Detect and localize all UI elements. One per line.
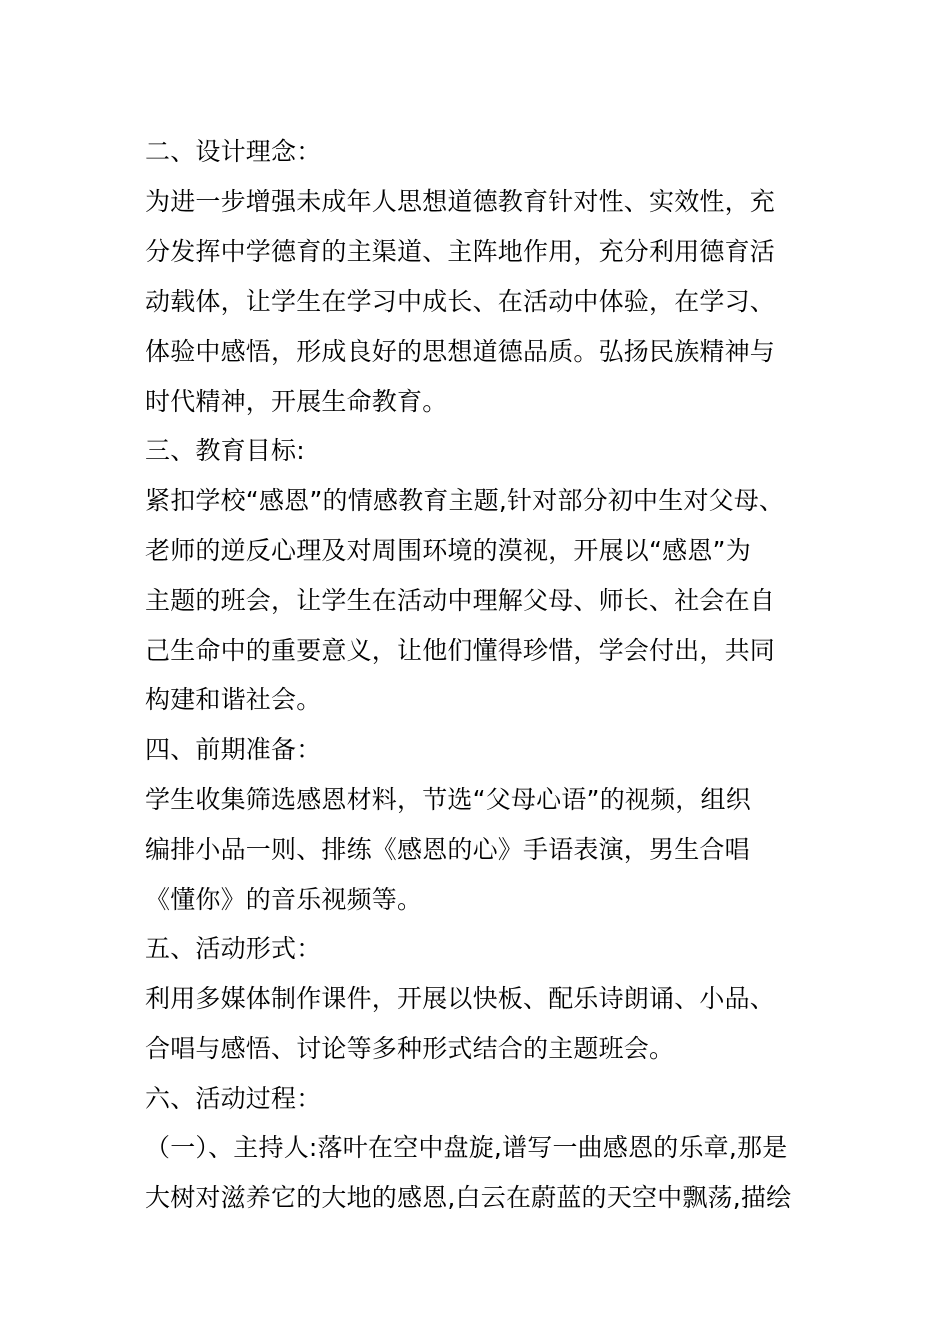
paragraph-line: 《懂你》的音乐视频等。 [145,885,423,914]
paragraph-line: （一）、主持人:落叶在空中盘旋,谱写一曲感恩的乐章,那是 [145,1133,788,1162]
paragraph-line: 构建和谐社会。 [145,685,322,714]
paragraph-line: 时代精神，开展生命教育。 [145,387,448,416]
heading-activity-process: 六、活动过程： [145,1084,322,1113]
paragraph-line: 分发挥中学德育的主渠道、主阵地作用，充分利用德育活 [145,237,776,266]
paragraph-line: 主题的班会，让学生在活动中理解父母、师长、社会在自 [145,586,776,615]
heading-education-goals: 三、教育目标: [145,436,305,465]
heading-preparation: 四、前期准备： [145,735,322,764]
paragraph-line: 学生收集筛选感恩材料，节选“父母心语”的视频，组织 [145,785,751,814]
heading-activity-form: 五、活动形式： [145,934,322,963]
paragraph-line: 为进一步增强未成年人思想道德教育针对性、实效性，充 [145,187,776,216]
paragraph-line: 紧扣学校“感恩”的情感教育主题,针对部分初中生对父母、 [145,486,785,515]
paragraph-line: 己生命中的重要意义，让他们懂得珍惜，学会付出，共同 [145,636,776,665]
paragraph-line: 老师的逆反心理及对周围环境的漠视，开展以“感恩”为 [145,536,751,565]
paragraph-line: 动载体，让学生在学习中成长、在活动中体验，在学习、 [145,287,776,316]
paragraph-line: 编排小品一则、排练《感恩的心》手语表演，男生合唱 [145,835,750,864]
paragraph-line: 体验中感悟，形成良好的思想道德品质。弘扬民族精神与 [145,337,776,366]
heading-design-concept: 二、设计理念： [145,137,322,166]
paragraph-line: 大树对滋养它的大地的感恩,白云在蔚蓝的天空中飘荡,描绘 [145,1183,792,1212]
paragraph-line: 利用多媒体制作课件，开展以快板、配乐诗朗诵、小品、 [145,984,776,1013]
paragraph-line: 合唱与感悟、讨论等多种形式结合的主题班会。 [145,1034,675,1063]
